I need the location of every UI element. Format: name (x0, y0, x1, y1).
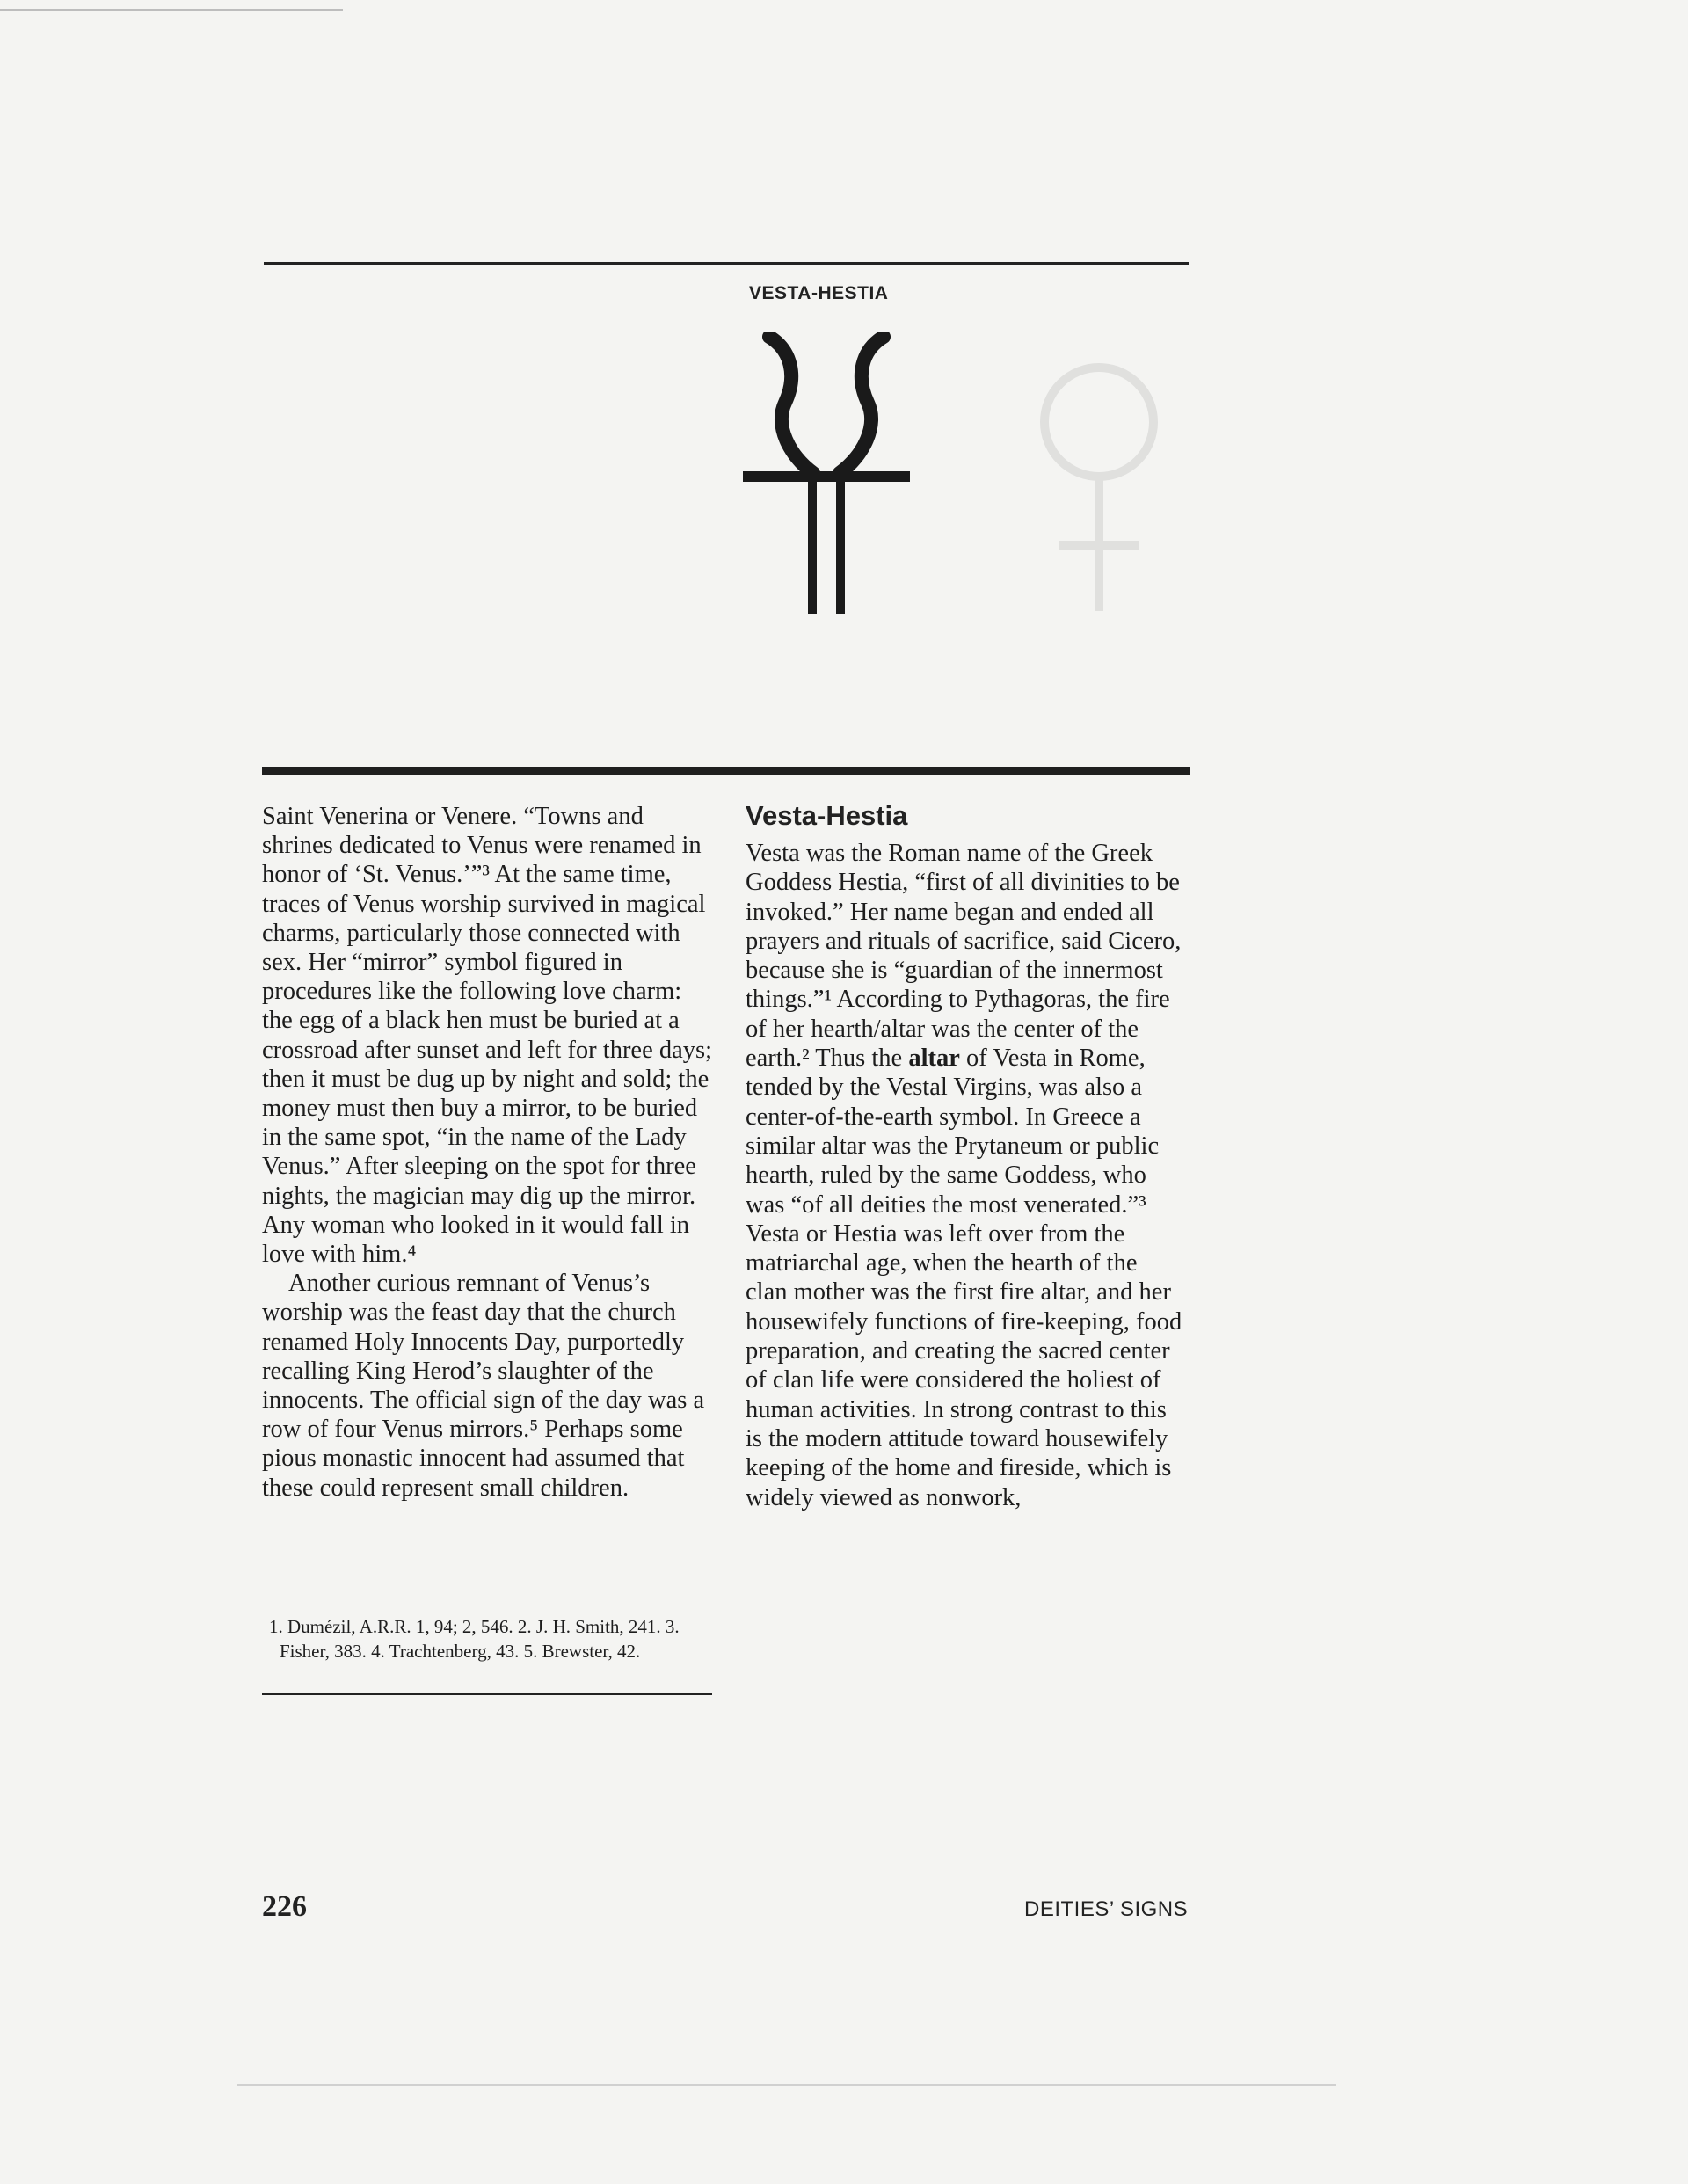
body-text: Vesta was the Roman name of the Greek Goddess Hestia, “first of all divinities to be invoked.” Her name began and ended all prayers and rituals of sacrifice, said Cicero, because she is “guardian of the innermost things.”¹ According to Pythagoras, the fire of her hearth/altar was the center of the earth.² Thus the (746, 840, 1182, 1073)
footnote-rule (262, 1693, 712, 1695)
left-column (262, 802, 712, 1503)
header-rule (264, 262, 1189, 265)
body-paragraph: Another curious remnant of Venus’s worship was the feast day that the church renamed Holy Innocents Day, purportedly recalling King Herod’s slaughter of the innocents. The official sign of the day was a row of four Venus mirrors.⁵ Perhaps some pious monastic innocent had assumed that these could represent small children. (262, 1270, 705, 1502)
body-text: of Vesta in Rome, tended by the Vestal Virgins, was also a center-of-the-earth symbol. In Greece a similar altar was the Prytaneum or public hearth, ruled by the same Goddess, who was “of all deities the most venerated.”³ Vesta or Hestia was left over from the matriarchal age, when the hearth of the clan mother was the first fire altar, and her housewifely functions of fire-keeping, food preparation, and creating the sacred center of clan life were considered the holiest of human activities. In strong contrast to this is the modern attitude toward housewifely keeping of the home and fireside, which is widely viewed as nonwork, (746, 1045, 1182, 1511)
section-label: VESTA-HESTIA (749, 283, 889, 303)
footnotes: 1. Dumézil, A.R.R. 1, 94; 2, 546. 2. J. H. Smith, 241. 3. Fisher, 383. 4. Trachtenberg, 43. 5. Brewster, 42. (269, 1616, 680, 1662)
section-rule (262, 767, 1190, 775)
scan-edge-top (0, 9, 343, 11)
show-through-venus-symbol (1011, 347, 1187, 629)
page-number: 226 (262, 1890, 307, 1923)
running-footer: DEITIES’ SIGNS (1024, 1897, 1189, 1921)
body-paragraph: Saint Venerina or Venere. “Towns and shrines dedicated to Venus were renamed in honor of ‘St. Venus.’”³ At the same time, traces of Venus worship survived in magical charms, particularly those connected with sex. Her “mirror” symbol figured in procedures like the following love charm: the egg of a black hen must be buried at a crossroad after sunset and left for three days; then it must be dug up by night and sold; the money must then buy a mirror, to be buried in the same spot, “in the name of the Lady Venus.” After sleeping on the spot for three nights, the magician may dig up the mirror. Any woman who looked in it would fall in love with him.⁴ (262, 803, 713, 1269)
entry-heading: Vesta-Hestia (746, 800, 908, 831)
body-paragraph (746, 839, 1185, 1512)
right-column (746, 839, 1185, 1512)
vesta-hestia-symbol (743, 332, 910, 618)
bold-term: altar (908, 1045, 960, 1073)
scan-edge-bottom (237, 2084, 1336, 2086)
